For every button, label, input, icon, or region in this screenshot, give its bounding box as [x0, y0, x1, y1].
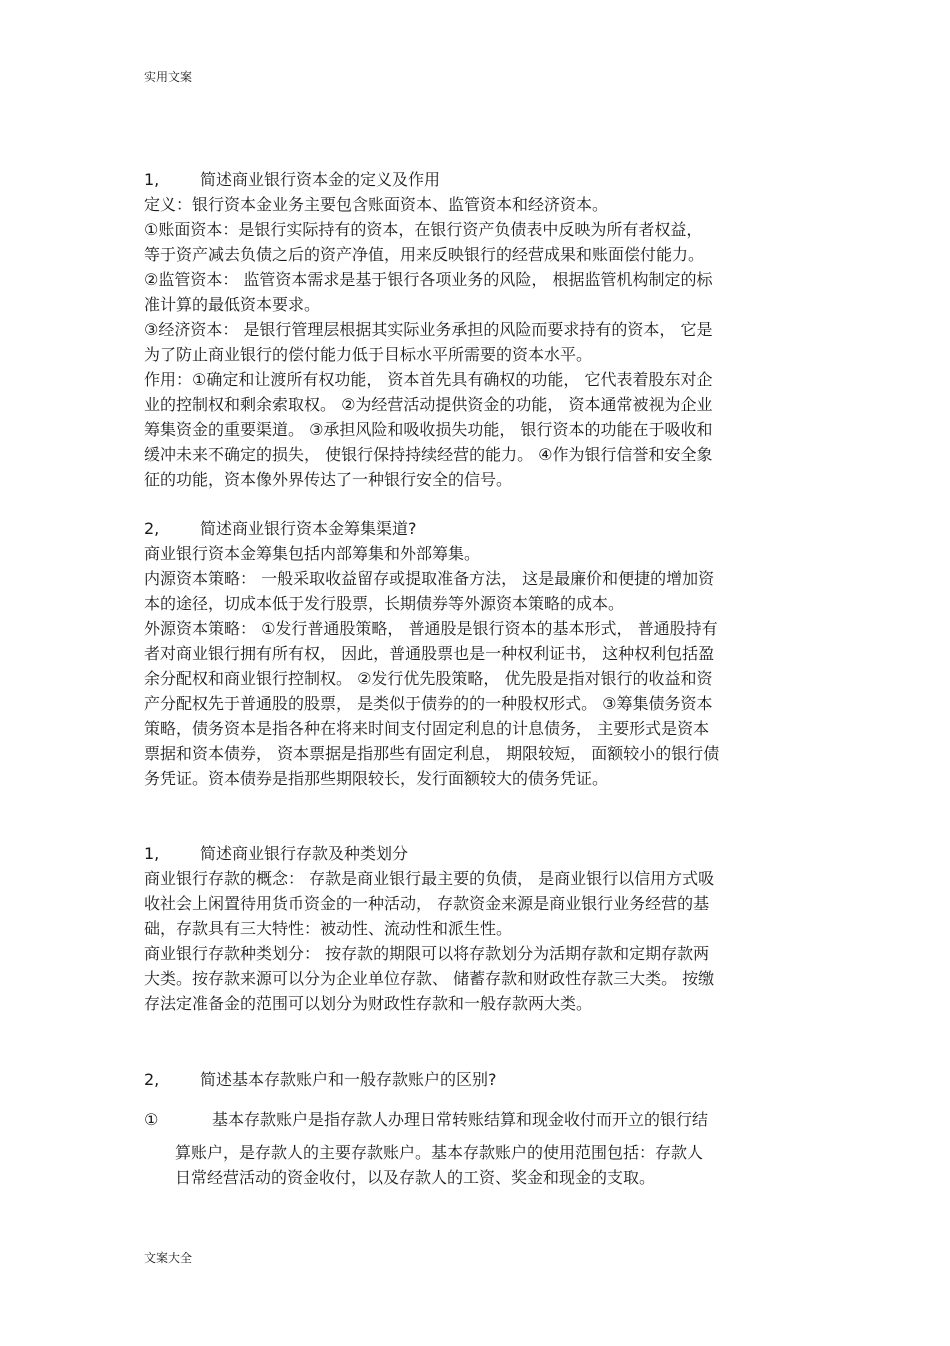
section-2-line: 外源资本策略： ①发行普通股策略， 普通股是银行资本的基本形式， 普通股持有	[144, 619, 718, 638]
section-4-item-line: 算账户，是存款人的主要存款账户。基本存款账户的使用范围包括：存款人	[175, 1143, 704, 1162]
section-3-line: 大类。按存款来源可以分为企业单位存款、 储蓄存款和财政性存款三大类。 按缴	[144, 969, 715, 988]
section-1-line: 准计算的最低资本要求。	[144, 295, 321, 314]
section-2-line: 务凭证。资本债券是指那些期限较长，发行面额较大的债务凭证。	[144, 769, 609, 788]
section-4-item-marker: ①	[144, 1110, 159, 1129]
section-1-line: 缓冲未来不确定的损失， 使银行保持持续经营的能力。 ④作为银行信誉和安全象	[144, 445, 713, 464]
section-2-line: 余分配权和商业银行控制权。 ②发行优先股策略， 优先股是指对银行的收益和资	[144, 669, 713, 688]
section-4-item-first-line: 基本存款账户是指存款人办理日常转账结算和现金收付而开立的银行结	[212, 1110, 709, 1129]
section-1-line: 业的控制权和剩余索取权。 ②为经营活动提供资金的功能， 资本通常被视为企业	[144, 395, 713, 414]
section-1-line: 作用：①确定和让渡所有权功能， 资本首先具有确权的功能， 它代表着股东对企	[144, 370, 713, 389]
section-2-line: 票据和资本债券， 资本票据是指那些有固定利息， 期限较短， 面额较小的银行债	[144, 744, 720, 763]
section-3-line: 存法定准备金的范围可以划分为财政性存款和一般存款两大类。	[144, 994, 593, 1013]
section-1-line: 等于资产减去负债之后的资产净值，用来反映银行的经营成果和账面偿付能力。	[144, 245, 705, 264]
section-2-line: 商业银行资本金筹集包括内部筹集和外部筹集。	[144, 544, 481, 563]
section-4-item-line: 日常经营活动的资金收付，以及存款人的工资、奖金和现金的支取。	[175, 1168, 656, 1187]
section-1-line: ③经济资本： 是银行管理层根据其实际业务承担的风险而要求持有的资本， 它是	[144, 320, 713, 339]
section-3-line: 础，存款具有三大特性：被动性、流动性和派生性。	[144, 919, 513, 938]
section-3-line: 商业银行存款的概念： 存款是商业银行最主要的负债， 是商业银行以信用方式吸	[144, 869, 715, 888]
section-1-line: ①账面资本：是银行实际持有的资本，在银行资产负债表中反映为所有者权益，	[144, 220, 703, 239]
section-3-line: 收社会上闲置待用货币资金的一种活动， 存款资金来源是商业银行业务经营的基	[144, 894, 710, 913]
section-1-title: 简述商业银行资本金的定义及作用	[200, 170, 441, 189]
section-2-line: 内源资本策略： 一般采取收益留存或提取准备方法， 这是最廉价和便捷的增加资	[144, 569, 715, 588]
section-2-title: 简述商业银行资本金筹集渠道?	[200, 519, 417, 538]
section-2-line: 本的途径，切成本低于发行股票，长期债券等外源资本策略的成本。	[144, 594, 625, 613]
section-1-line: ②监管资本： 监管资本需求是基于银行各项业务的风险， 根据监管机构制定的标	[144, 270, 713, 289]
page-footer: 文案大全	[144, 1251, 193, 1265]
section-2-line: 者对商业银行拥有所有权， 因此，普通股票也是一种权利证书， 这种权利包括盈	[144, 644, 715, 663]
section-1-line: 定义：银行资本金业务主要包含账面资本、监管资本和经济资本。	[144, 195, 609, 214]
section-2-line: 策略，债务资本是指各种在将来时间支付固定利息的计息债务， 主要形式是资本	[144, 719, 710, 738]
section-3-title: 简述商业银行存款及种类划分	[200, 844, 409, 863]
section-2-number: 2,	[144, 519, 160, 538]
section-4-title: 简述基本存款账户和一般存款账户的区别?	[200, 1070, 497, 1089]
section-4-number: 2,	[144, 1070, 160, 1089]
section-2-line: 产分配权先于普通股的股票， 是类似于债券的的一种股权形式。 ③筹集债务资本	[144, 694, 713, 713]
section-1-number: 1,	[144, 170, 160, 189]
section-1-line: 征的功能，资本像外界传达了一种银行安全的信号。	[144, 470, 513, 489]
section-1-line: 为了防止商业银行的偿付能力低于目标水平所需要的资本水平。	[144, 345, 593, 364]
section-3-line: 商业银行存款种类划分： 按存款的期限可以将存款划分为活期存款和定期存款两	[144, 944, 710, 963]
section-1-line: 筹集资金的重要渠道。 ③承担风险和吸收损失功能， 银行资本的功能在于吸收和	[144, 420, 713, 439]
section-3-number: 1,	[144, 844, 160, 863]
page-header: 实用文案	[144, 70, 193, 84]
